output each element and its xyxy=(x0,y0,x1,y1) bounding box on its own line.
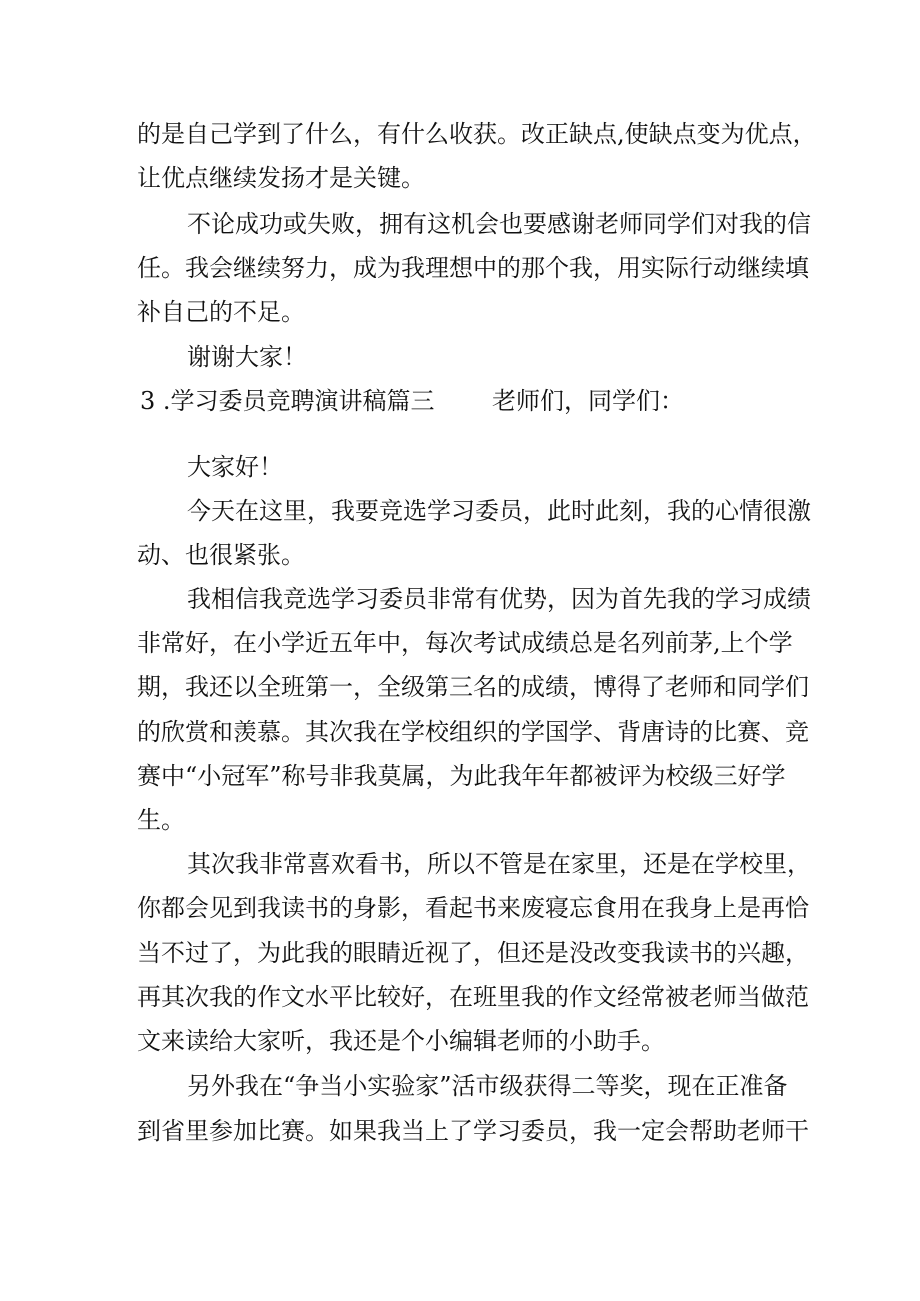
text-line: 文来读给大家听，我还是个小编辑老师的小助手。 xyxy=(137,1027,665,1055)
text-line: 我相信我竞选学习委员非常有优势，因为首先我的学习成绩 xyxy=(187,585,811,613)
text-line: 非常好，在小学近五年中，每次考试成绩总是名列前茅,上个学 xyxy=(137,629,793,657)
text-line: 动、也很紧张。 xyxy=(137,541,305,569)
salutation: 老师们，同学们： xyxy=(492,387,684,415)
text-line: 再其次我的作文水平比较好，在班里我的作文经常被老师当做范 xyxy=(137,983,809,1011)
text-line: 的是自己学到了什么，有什么收获。改正缺点,使缺点变为优点， xyxy=(137,120,817,148)
section-title: 3 .学习委员竞聘演讲稿篇三 xyxy=(140,387,435,415)
text-line: 谢谢大家！ xyxy=(187,343,307,371)
text-line: 的欣赏和羡慕。其次我在学校组织的学国学、背唐诗的比赛、竞 xyxy=(137,718,809,746)
text-line: 让优点继续发扬才是关键。 xyxy=(137,164,425,192)
text-line: 任。我会继续努力，成为我理想中的那个我，用实际行动继续填 xyxy=(137,254,809,282)
text-line: 不论成功或失败，拥有这机会也要感谢老师同学们对我的信 xyxy=(187,210,811,238)
text-line: 大家好！ xyxy=(187,453,283,481)
text-line: 另外我在“争当小实验家”活市级获得二等奖，现在正准备 xyxy=(187,1072,788,1100)
text-line: 到省里参加比赛。如果我当上了学习委员，我一定会帮助老师干 xyxy=(137,1117,809,1145)
text-line: 当不过了，为此我的眼睛近视了，但还是没改变我读书的兴趣， xyxy=(137,939,809,967)
text-line: 今天在这里，我要竞选学习委员，此时此刻，我的心情很激 xyxy=(187,497,811,525)
text-line: 赛中“小冠军”称号非我莫属，为此我年年都被评为校级三好学 xyxy=(137,762,786,790)
text-line: 你都会见到我读书的身影，看起书来废寝忘食用在我身上是再恰 xyxy=(137,894,809,922)
text-line: 生。 xyxy=(137,806,185,834)
text-line: 其次我非常喜欢看书，所以不管是在家里，还是在学校里， xyxy=(187,850,811,878)
text-line: 补自己的不足。 xyxy=(137,298,305,326)
text-line: 期，我还以全班第一，全级第三名的成绩，博得了老师和同学们 xyxy=(137,673,809,701)
